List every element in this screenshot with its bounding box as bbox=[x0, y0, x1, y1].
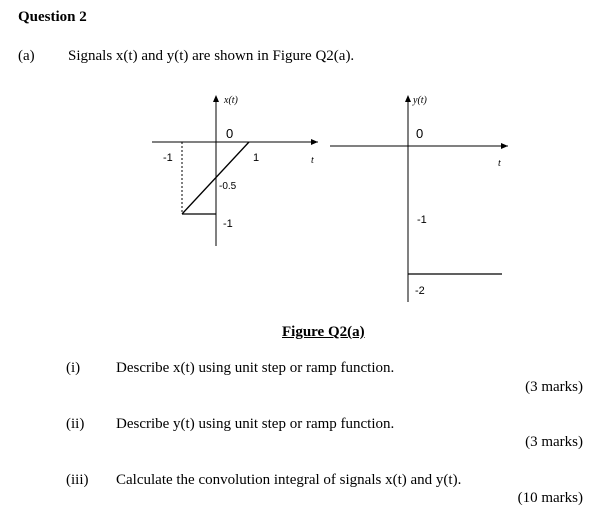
subquestion-1-number: (i) bbox=[66, 360, 81, 376]
x-plot-tick-neg1-y: -1 bbox=[223, 218, 233, 230]
x-plot-t-arrow-icon bbox=[311, 139, 318, 145]
y-plot-y-label: y(t) bbox=[413, 95, 427, 106]
subquestion-2-text: Describe y(t) using unit step or ramp function. bbox=[116, 416, 395, 432]
question-title: Question 2 bbox=[18, 9, 87, 25]
intro-text: Signals x(t) and y(t) are shown in Figure Q2(a). bbox=[68, 48, 355, 64]
y-plot-origin-label: 0 bbox=[416, 126, 424, 141]
x-plot bbox=[152, 95, 318, 246]
x-plot-up-arrow-icon bbox=[213, 95, 219, 102]
subquestion-1-text: Describe x(t) using unit step or ramp function. bbox=[116, 360, 395, 376]
subquestion-3-number: (iii) bbox=[66, 472, 89, 488]
y-plot-tick-neg2-y: -2 bbox=[415, 285, 425, 297]
x-plot-tick-pos1: 1 bbox=[253, 152, 260, 164]
y-plot bbox=[330, 95, 508, 302]
figure-caption: Figure Q2(a) bbox=[282, 324, 365, 340]
y-plot-t-label: t bbox=[498, 158, 501, 169]
x-plot-tick-neg1: -1 bbox=[163, 152, 173, 164]
part-label: (a) bbox=[18, 48, 35, 64]
x-plot-y-label: x(t) bbox=[224, 95, 238, 106]
subquestion-1-marks: (3 marks) bbox=[525, 379, 583, 395]
subquestion-2-marks: (3 marks) bbox=[525, 434, 583, 450]
x-plot-tick-neg05: -0.5 bbox=[219, 181, 237, 192]
subquestion-2-number: (ii) bbox=[66, 416, 85, 432]
y-plot-tick-neg1-y: -1 bbox=[417, 214, 427, 226]
subquestion-3-marks: (10 marks) bbox=[517, 490, 583, 506]
subquestion-3-text: Calculate the convolution integral of signals x(t) and y(t). bbox=[116, 472, 462, 488]
x-plot-t-label: t bbox=[311, 155, 314, 166]
y-plot-t-arrow-icon bbox=[501, 143, 508, 149]
x-plot-origin-label: 0 bbox=[226, 126, 234, 141]
y-plot-up-arrow-icon bbox=[405, 95, 411, 102]
